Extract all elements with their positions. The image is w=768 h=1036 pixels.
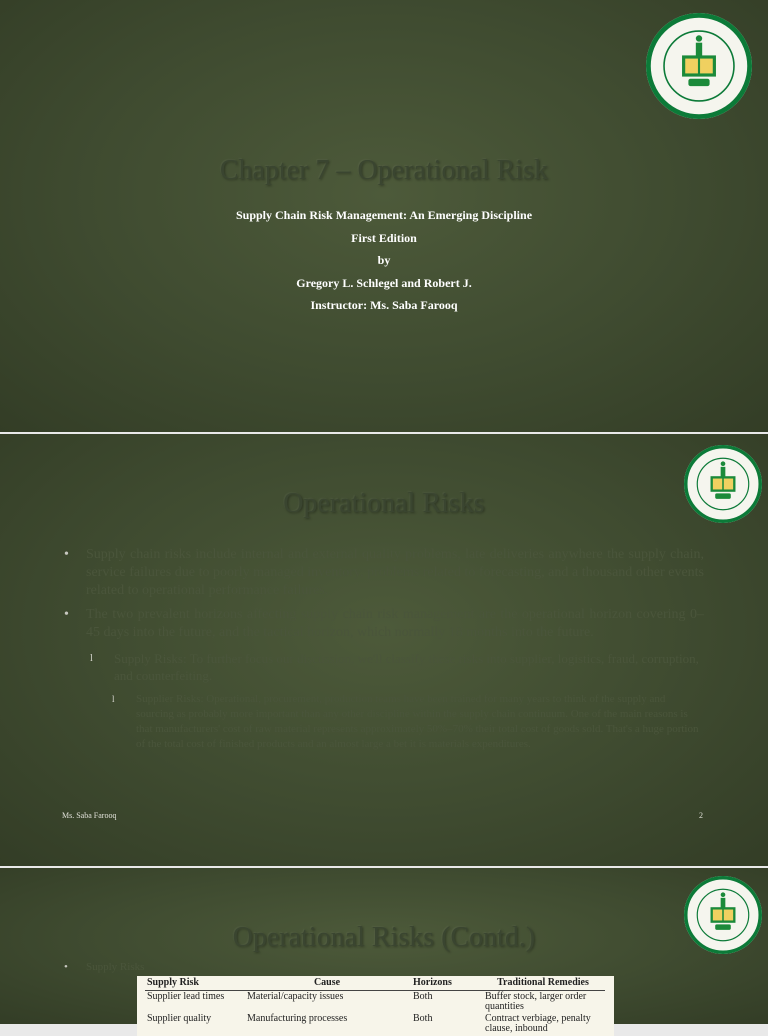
table-cell: Supplier lead times [147,991,225,1002]
slide1-subtitle [0,204,768,317]
table-cell: Contract verbiage, penalty clause, inbound [485,1013,591,1034]
column-header: Traditional Remedies [483,976,605,991]
column-header: Supply Risk [145,976,245,991]
slide1-title: Chapter 7 – Operational Risk [219,155,549,186]
table-cell: Manufacturing processes [247,1013,348,1024]
content-slide-operational-risks-contd [0,868,768,1034]
subtitle-line: First Edition [351,230,417,245]
content-slide-operational-risks [0,434,768,866]
table-cell: Supplier quality [147,1013,212,1024]
footer-instructor: Ms. Saba Farooq [62,811,117,820]
sub-sub-bullet-item: l Supplier Risks: Operational, procurement, production teams have been trained for many years to think of the supply and sourcing as probably more important than any other discipline within the supply chain continuum. One of the main reasons is that manufacturers' cost of raw material represents approximately 50%–70% their total cost of goods sold. That's a huge portion of the total cost of finished products and an almost large a bet it is materials expenditures. [64,692,704,752]
subtitle-line: by [377,253,391,267]
subtitle-line: Supply Chain Risk Management: An Emerging Discipline [235,208,533,222]
slide2-bullets [64,546,704,752]
subtitle-line: Instructor: Ms. Saba Farooq [310,298,458,312]
table-cell: Buffer stock, larger order quantities [485,991,587,1012]
footer-page-number: 2 [699,811,703,820]
table-cell: Both [413,1013,433,1024]
bullet-item: • Supply chain risks include internal and external quality problems, late deliveries anywhere the supply chain, service failures due to poorly managed inventory, problems related to forecasting, and a thousand other events related to operational performance failures. [64,546,704,600]
risk-table [145,976,605,1035]
table-row [145,991,605,1014]
slide3-title: Operational Risks (Contd.) [232,922,536,953]
university-logo [646,13,752,119]
table-cell: Material/capacity issues [247,991,344,1002]
table-cell: Both [413,991,433,1002]
table-row [145,1013,605,1035]
slide2-title: Operational Risks [283,488,485,519]
bullet-item: • The two prevalent horizons affecting supply chain risk management are the operational horizon covering 0–45 days into the future, and the tactical horizon, which normally 18 months into the future. [64,606,704,642]
title-slide [0,0,768,432]
subtitle-line: Gregory L. Schlegel and Robert J. [296,275,472,290]
table-header-row [145,976,605,991]
sub-bullet-item: l Supply Risks: To further focus our discussion, we'll classify these risks into supplier, logistics, fraud, corruption, and counterfeiting. [64,650,704,684]
column-header: Horizons [411,976,483,991]
supply-risk-table [137,976,614,1036]
bullet-item: • Supply Risks [64,958,704,976]
column-header: Cause [245,976,411,991]
university-crest-icon [646,13,752,119]
